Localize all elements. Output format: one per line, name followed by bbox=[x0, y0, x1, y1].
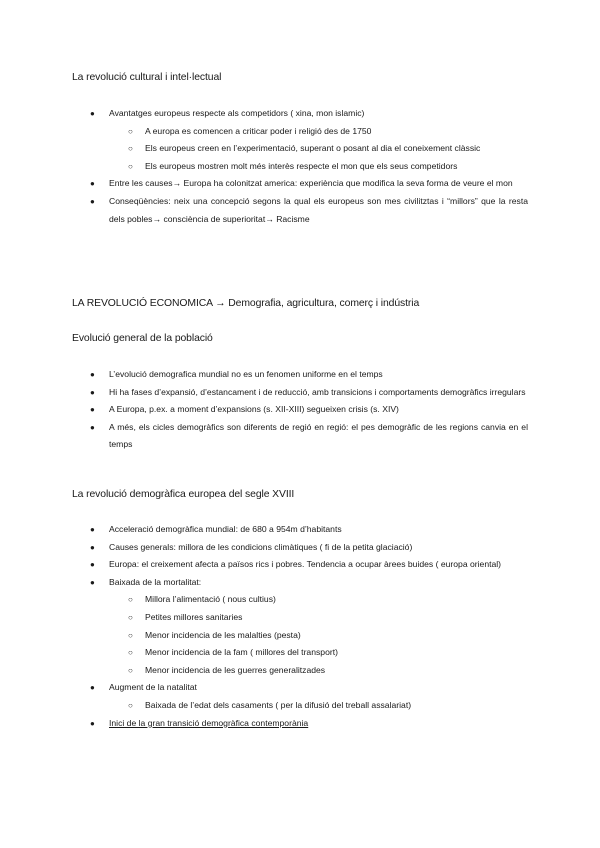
hollow-bullet-icon: ○ bbox=[128, 648, 133, 658]
hollow-bullet-icon: ○ bbox=[128, 700, 133, 710]
list-item-text: Els europeus creen en l’experimentació, superant o posant al dia el coneixement clàssic bbox=[145, 143, 481, 154]
filled-bullet-icon: ● bbox=[90, 405, 95, 415]
list-item bbox=[72, 591, 528, 609]
list-item bbox=[72, 662, 528, 680]
filled-bullet-icon: ● bbox=[90, 718, 95, 728]
list-item bbox=[72, 401, 528, 419]
section-heading-cultural-revolution: La revolució cultural i intel·lectual bbox=[72, 72, 222, 83]
bullet-list-demographic bbox=[72, 521, 528, 732]
list-item bbox=[72, 679, 528, 697]
list-item bbox=[72, 539, 528, 557]
list-item bbox=[72, 140, 528, 158]
list-item bbox=[72, 123, 528, 141]
filled-bullet-icon: ● bbox=[90, 109, 95, 118]
list-item bbox=[72, 609, 528, 627]
list-item-text: Millora l’alimentació ( nous cultius) bbox=[145, 594, 276, 605]
list-item-text: Augment de la natalitat bbox=[109, 682, 197, 693]
list-item-text: Petites millores sanitaries bbox=[145, 611, 243, 622]
list-item-text: Acceleració demogràfica mundial: de 680 a 954m d’habitants bbox=[109, 524, 342, 534]
hollow-bullet-icon: ○ bbox=[128, 630, 133, 640]
list-item-text: L’evolució demografica mundial no es un fenomen uniforme en el temps bbox=[109, 369, 383, 379]
list-item bbox=[72, 574, 528, 592]
bullet-list-population bbox=[72, 366, 528, 454]
list-item bbox=[72, 366, 528, 384]
section-heading-demographic-revolution: La revolució demogràfica europea del segle XVIII bbox=[72, 489, 295, 500]
list-item-text: Causes generals: millora de les condicions climàtiques ( fi de la petita glaciació) bbox=[109, 541, 413, 552]
list-item bbox=[72, 715, 528, 733]
list-item bbox=[72, 158, 528, 176]
hollow-bullet-icon: ○ bbox=[128, 144, 133, 154]
list-item-text: A Europa, p.ex. a moment d’expansions (s. XII-XIII) segueixen crisis (s. XIV) bbox=[109, 404, 399, 415]
filled-bullet-icon: ● bbox=[90, 422, 95, 432]
filled-bullet-icon: ● bbox=[90, 370, 95, 379]
hollow-bullet-icon: ○ bbox=[128, 612, 133, 622]
list-item bbox=[72, 521, 528, 539]
list-item bbox=[72, 175, 528, 193]
hollow-bullet-icon: ○ bbox=[128, 161, 133, 171]
hollow-bullet-icon: ○ bbox=[128, 126, 133, 136]
list-item-text: Inici de la gran transició demogràfica contemporània bbox=[109, 717, 309, 728]
list-item bbox=[72, 556, 528, 574]
filled-bullet-icon: ● bbox=[90, 196, 95, 206]
list-item bbox=[72, 644, 528, 662]
list-item-text: Europa: el creixement afecta a països rics i pobres. Tendencia a ocupar àrees buides ( europa oriental) bbox=[109, 559, 502, 570]
list-item-text: Menor incidencia de la fam ( millores del transport) bbox=[145, 647, 338, 658]
bullet-list-cultural bbox=[72, 105, 528, 228]
list-item bbox=[72, 384, 528, 402]
filled-bullet-icon: ● bbox=[90, 179, 95, 189]
filled-bullet-icon: ● bbox=[90, 542, 95, 552]
list-item-text: Baixada de l’edat dels casaments ( per la difusió del treball assalariat) bbox=[145, 699, 412, 710]
filled-bullet-icon: ● bbox=[90, 560, 95, 570]
filled-bullet-icon: ● bbox=[90, 525, 95, 534]
list-item bbox=[72, 193, 528, 228]
hollow-bullet-icon: ○ bbox=[128, 595, 133, 605]
list-item bbox=[72, 627, 528, 645]
list-item-text: Menor incidencia de les malalties (pesta) bbox=[145, 629, 301, 640]
list-item-text: Entre les causes→ Europa ha colonitzat america: experiència que modifica la seva forma de veure el mon bbox=[109, 178, 513, 189]
filled-bullet-icon: ● bbox=[90, 577, 95, 587]
list-item bbox=[72, 419, 528, 454]
list-item-text: A més, els cicles demogràfics son diferents de regió en regió: el pes demogràfic de les regions canvia en el temps bbox=[109, 421, 528, 450]
filled-bullet-icon: ● bbox=[90, 683, 95, 693]
hollow-bullet-icon: ○ bbox=[128, 665, 133, 675]
list-item bbox=[72, 697, 528, 715]
list-item-text: Conseqüències: neix una concepció segons la qual els europeus son mes civilitztas i “millors” que la resta dels pobles→ consciència de superioritat→ Racisme bbox=[109, 195, 528, 224]
filled-bullet-icon: ● bbox=[90, 387, 95, 397]
section-heading-economic-revolution: LA REVOLUCIÓ ECONOMICA → Demografia, agricultura, comerç i indústria bbox=[72, 298, 420, 309]
list-item bbox=[72, 105, 528, 123]
list-item-text: Hi ha fases d’expansió, d’estancament i de reducció, amb transicions i comportaments demogràfics irregulars bbox=[109, 386, 526, 397]
list-item-text: Avantatges europeus respecte als competidors ( xina, mon islamic) bbox=[109, 108, 365, 118]
list-item-text: Els europeus mostren molt més interès respecte el mon que els seus competidors bbox=[145, 160, 458, 171]
list-item-text: A europa es comencen a criticar poder i religió des de 1750 bbox=[145, 125, 372, 136]
section-heading-population: Evolució general de la població bbox=[72, 333, 213, 344]
list-item-text: Menor incidencia de les guerres generalitzades bbox=[145, 664, 326, 675]
list-item-text: Baixada de la mortalitat: bbox=[109, 576, 202, 587]
